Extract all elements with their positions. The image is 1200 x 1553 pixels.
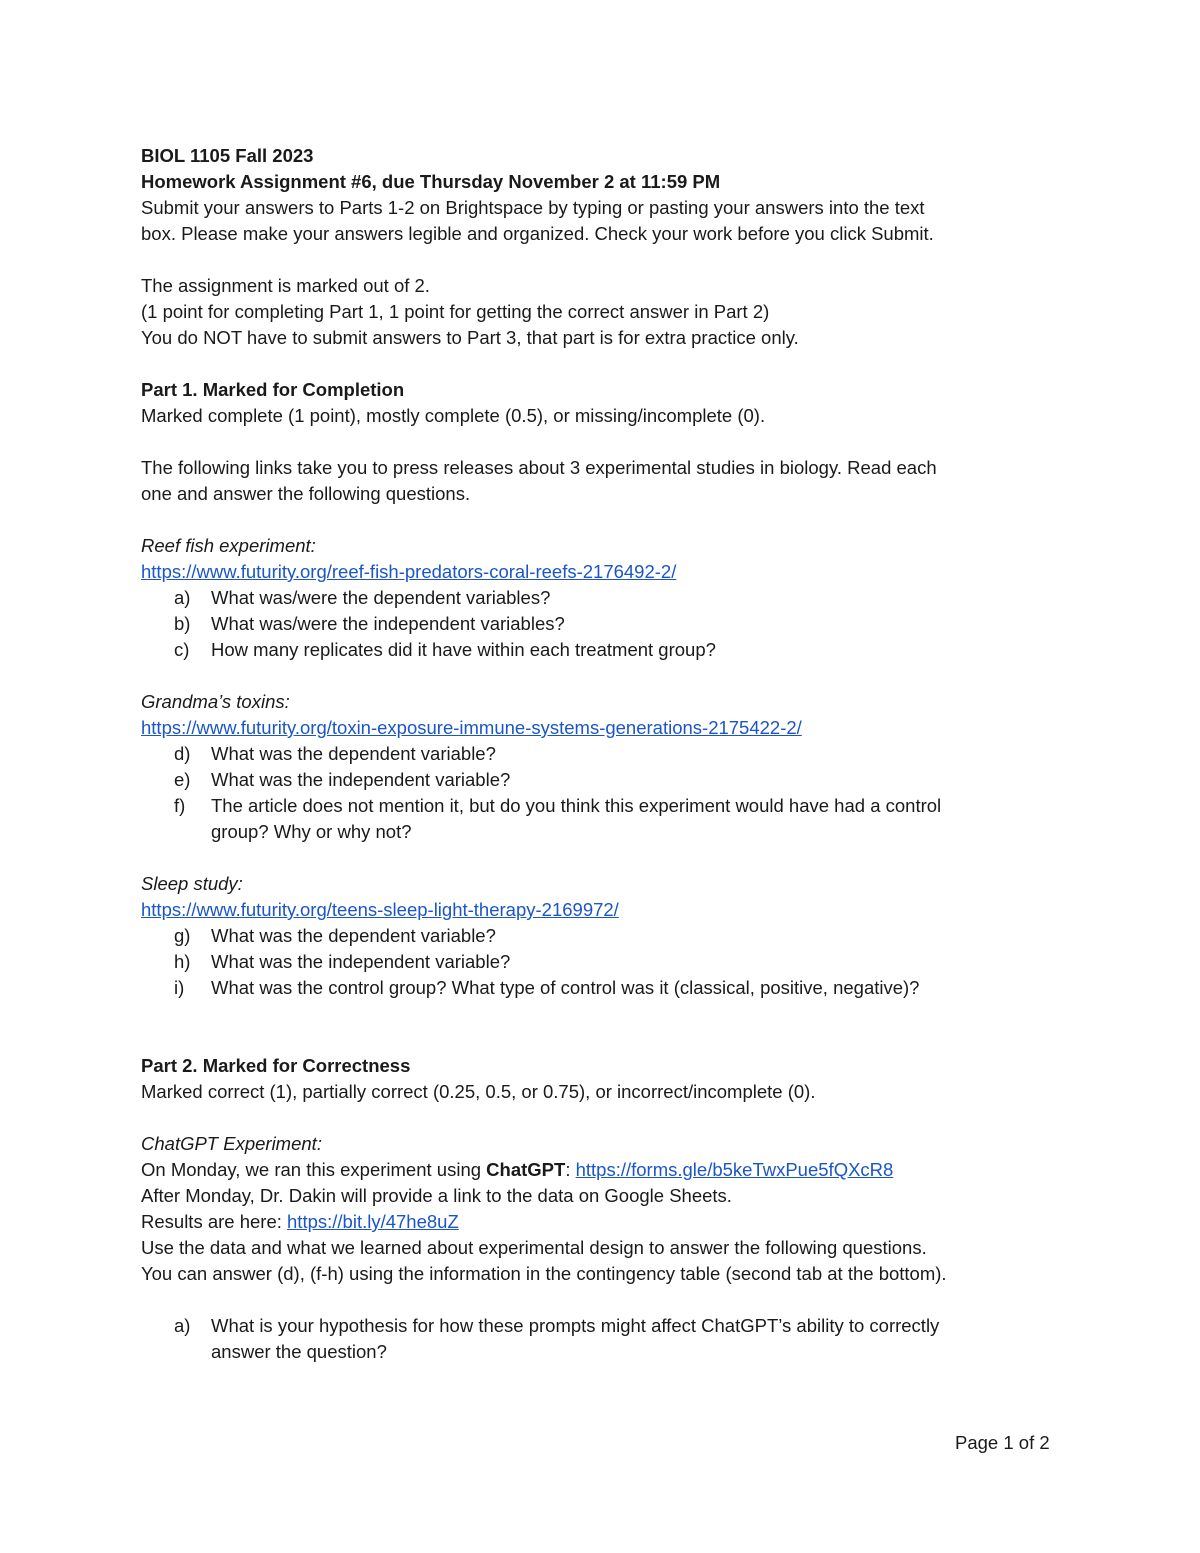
part1-intro-2: one and answer the following questions. [141,483,471,504]
monday-line [141,1157,1061,1183]
question-text-cont: group? Why or why not? [211,821,412,842]
question-item [141,923,1061,949]
study-title: Reef fish experiment: [141,535,316,556]
question-text: What was the independent variable? [211,769,511,790]
submit-instructions-2: box. Please make your answers legible and organized. Check your work before you click Submit. [141,223,934,244]
question-text: What was/were the dependent variables? [211,587,551,608]
page-number: Page 1 of 2 [955,1432,1050,1453]
submit-instructions-1: Submit your answers to Parts 1-2 on Brightspace by typing or pasting your answers into the text [141,197,925,218]
question-text: What is your hypothesis for how these prompts might affect ChatGPT’s ability to correctly [211,1315,940,1336]
question-list [141,741,1061,845]
question-label: e) [174,769,191,790]
question-text: What was the dependent variable? [211,925,496,946]
question-text: What was/were the independent variables? [211,613,565,634]
part2-heading: Part 2. Marked for Correctness [141,1055,411,1076]
question-text: What was the control group? What type of control was it (classical, positive, negative)? [211,977,920,998]
study-link[interactable]: https://www.futurity.org/reef-fish-predators-coral-reefs-2176492-2/ [141,561,677,582]
question-list [141,1313,1061,1365]
use-data-text: Use the data and what we learned about experimental design to answer the following questions. [141,1237,927,1258]
results-line [141,1209,1061,1235]
part2-grading: Marked correct (1), partially correct (0.25, 0.5, or 0.75), or incorrect/incomplete (0). [141,1081,816,1102]
question-label: a) [174,1315,191,1336]
question-label: a) [174,587,191,608]
chatgpt-bold: ChatGPT [486,1159,566,1180]
question-text: What was the dependent variable? [211,743,496,764]
question-list [141,923,1061,1001]
results-link[interactable]: https://bit.ly/47he8uZ [287,1211,459,1232]
study-link[interactable]: https://www.futurity.org/teens-sleep-light-therapy-2169972/ [141,899,619,920]
question-label: d) [174,743,191,764]
course-title: BIOL 1105 Fall 2023 [141,145,314,166]
question-item [141,637,1061,663]
part1-heading: Part 1. Marked for Completion [141,379,405,400]
points-breakdown: (1 point for completing Part 1, 1 point for getting the correct answer in Part 2) [141,301,770,322]
question-item [141,793,1061,845]
question-item [141,975,1061,1001]
form-link[interactable]: https://forms.gle/b5keTwxPue5fQXcR8 [575,1159,894,1180]
question-item [141,611,1061,637]
question-item [141,767,1061,793]
part3-note: You do NOT have to submit answers to Part 3, that part is for extra practice only. [141,327,799,348]
marked-out-text: The assignment is marked out of 2. [141,275,430,296]
question-label: i) [174,977,185,998]
monday-prefix: On Monday, we ran this experiment using [141,1159,487,1180]
question-label: g) [174,925,191,946]
contingency-text: You can answer (d), (f-h) using the information in the contingency table (second tab at the bottom). [141,1263,947,1284]
question-text: The article does not mention it, but do you think this experiment would have had a control [211,795,942,816]
question-list [141,585,1061,663]
question-text: How many replicates did it have within each treatment group? [211,639,716,660]
part1-grading: Marked complete (1 point), mostly complete (0.5), or missing/incomplete (0). [141,405,766,426]
monday-colon: : [565,1159,576,1180]
assignment-title: Homework Assignment #6, due Thursday November 2 at 11:59 PM [141,171,721,192]
study-title: Grandma’s toxins: [141,691,290,712]
results-prefix: Results are here: [141,1211,288,1232]
question-label: c) [174,639,190,660]
part1-intro-1: The following links take you to press releases about 3 experimental studies in biology. Read each [141,457,937,478]
question-item [141,741,1061,767]
question-label: f) [174,795,186,816]
question-label: b) [174,613,191,634]
question-label: h) [174,951,191,972]
question-item [141,949,1061,975]
question-item [141,585,1061,611]
page-content [141,143,1061,1365]
after-monday-text: After Monday, Dr. Dakin will provide a link to the data on Google Sheets. [141,1185,732,1206]
question-text-cont: answer the question? [211,1341,387,1362]
question-item [141,1313,1061,1365]
study-title: Sleep study: [141,873,243,894]
study-link[interactable]: https://www.futurity.org/toxin-exposure-immune-systems-generations-2175422-2/ [141,717,802,738]
experiment-title: ChatGPT Experiment: [141,1133,322,1154]
question-text: What was the independent variable? [211,951,511,972]
